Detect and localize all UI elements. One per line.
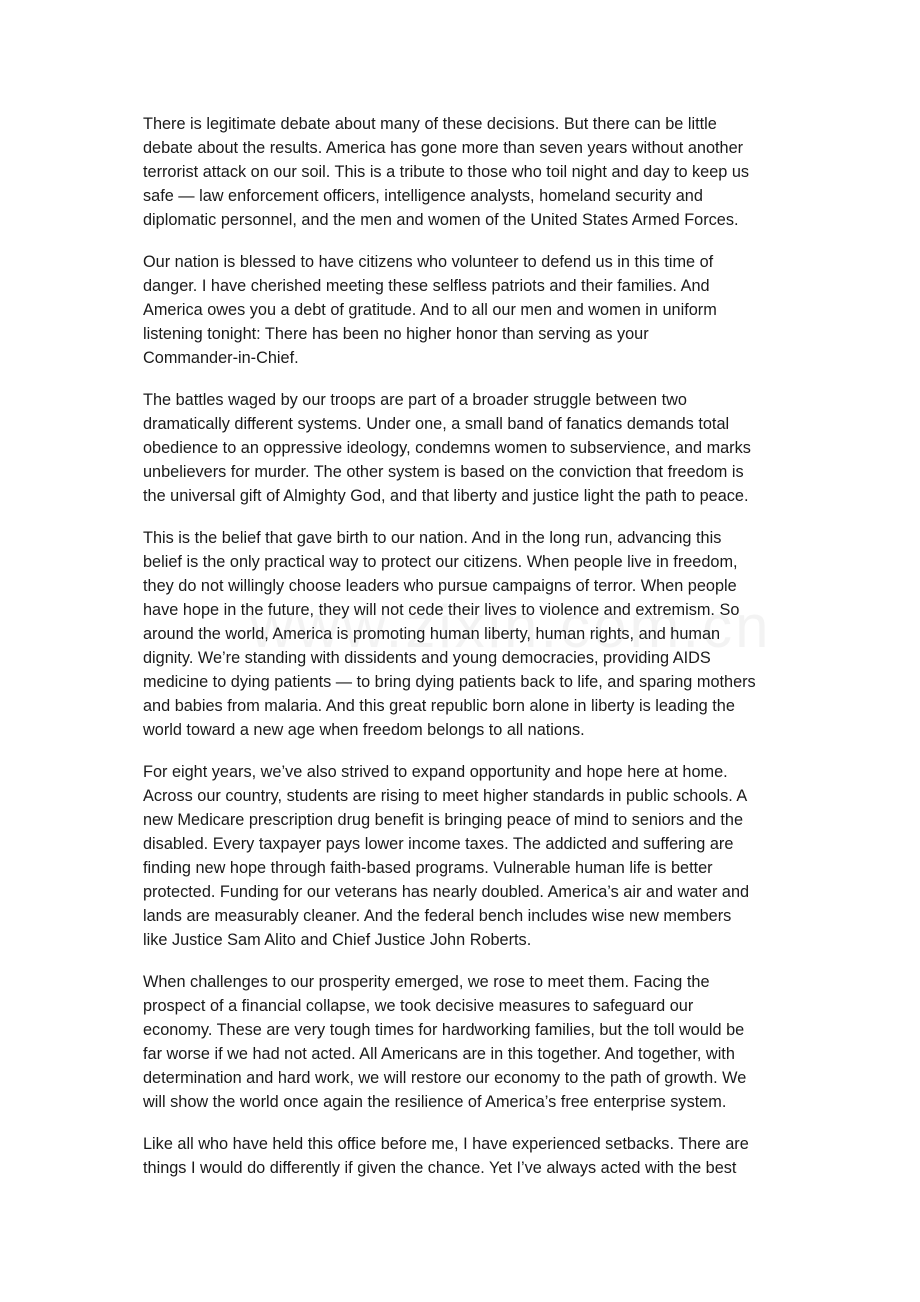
text-line: listening tonight: There has been no higher honor than serving as your [143,325,649,343]
text-line: unbelievers for murder. The other system is based on the conviction that freedom is [143,463,744,481]
text-line: debate about the results. America has gone more than seven years without another [143,139,744,157]
text-line: Across our country, students are rising to meet higher standards in public schools. A [143,787,748,805]
text-line: finding new hope through faith-based programs. Vulnerable human life is better [143,859,713,877]
paragraph-1 [143,112,783,232]
text-line: For eight years, we’ve also strived to expand opportunity and hope here at home. [143,763,728,781]
text-line: they do not willingly choose leaders who pursue campaigns of terror. When people [143,577,737,595]
text-line: dignity. We’re standing with dissidents and young democracies, providing AIDS [143,649,711,667]
text-line: protected. Funding for our veterans has nearly doubled. America’s air and water and [143,883,750,901]
text-line: Commander-in-Chief. [143,349,299,367]
text-line: far worse if we had not acted. All Americans are in this together. And together, with [143,1045,735,1063]
text-line: safe — law enforcement officers, intelligence analysts, homeland security and [143,187,703,205]
paragraph-4 [143,526,783,742]
text-line: The battles waged by our troops are part of a broader struggle between two [143,391,687,409]
text-line: medicine to dying patients — to bring dying patients back to life, and sparing mothers [143,673,756,691]
text-line: dramatically different systems. Under one, a small band of fanatics demands total [143,415,730,433]
text-line: and babies from malaria. And this great republic born alone in liberty is leading the [143,697,735,715]
text-line: prospect of a financial collapse, we took decisive measures to safeguard our [143,997,694,1015]
text-line: Like all who have held this office before me, I have experienced setbacks. There are [143,1135,749,1153]
text-line: like Justice Sam Alito and Chief Justice John Roberts. [143,931,532,949]
text-line: There is legitimate debate about many of these decisions. But there can be little [143,115,717,133]
text-line: things I would do differently if given the chance. Yet I’ve always acted with the best [143,1159,737,1177]
text-line: determination and hard work, we will restore our economy to the path of growth. We [143,1069,747,1087]
text-line: obedience to an oppressive ideology, condemns women to subservience, and marks [143,439,751,457]
paragraph-7 [143,1132,783,1180]
text-line: America owes you a debt of gratitude. And to all our men and women in uniform [143,301,717,319]
text-line: economy. These are very tough times for hardworking families, but the toll would be [143,1021,745,1039]
document-body [143,112,783,1198]
text-line: the universal gift of Almighty God, and that liberty and justice light the path to peace. [143,487,749,505]
text-line: This is the belief that gave birth to our nation. And in the long run, advancing this [143,529,722,547]
text-line: world toward a new age when freedom belongs to all nations. [143,721,585,739]
text-line: have hope in the future, they will not cede their lives to violence and extremism. So [143,601,740,619]
paragraph-5 [143,760,783,952]
text-line: lands are measurably cleaner. And the federal bench includes wise new members [143,907,732,925]
text-line: disabled. Every taxpayer pays lower income taxes. The addicted and suffering are [143,835,734,853]
paragraph-2 [143,250,783,370]
text-line: terrorist attack on our soil. This is a tribute to those who toil night and day to keep us [143,163,750,181]
text-line: new Medicare prescription drug benefit is bringing peace of mind to seniors and the [143,811,744,829]
text-line: around the world, America is promoting human liberty, human rights, and human [143,625,721,643]
text-line: will show the world once again the resilience of America’s free enterprise system. [143,1093,727,1111]
text-line: When challenges to our prosperity emerged, we rose to meet them. Facing the [143,973,710,991]
text-line: belief is the only practical way to protect our citizens. When people live in freedom, [143,553,738,571]
text-line: diplomatic personnel, and the men and women of the United States Armed Forces. [143,211,739,229]
text-line: danger. I have cherished meeting these selfless patriots and their families. And [143,277,710,295]
paragraph-6 [143,970,783,1114]
paragraph-3 [143,388,783,508]
text-line: Our nation is blessed to have citizens who volunteer to defend us in this time of [143,253,714,271]
